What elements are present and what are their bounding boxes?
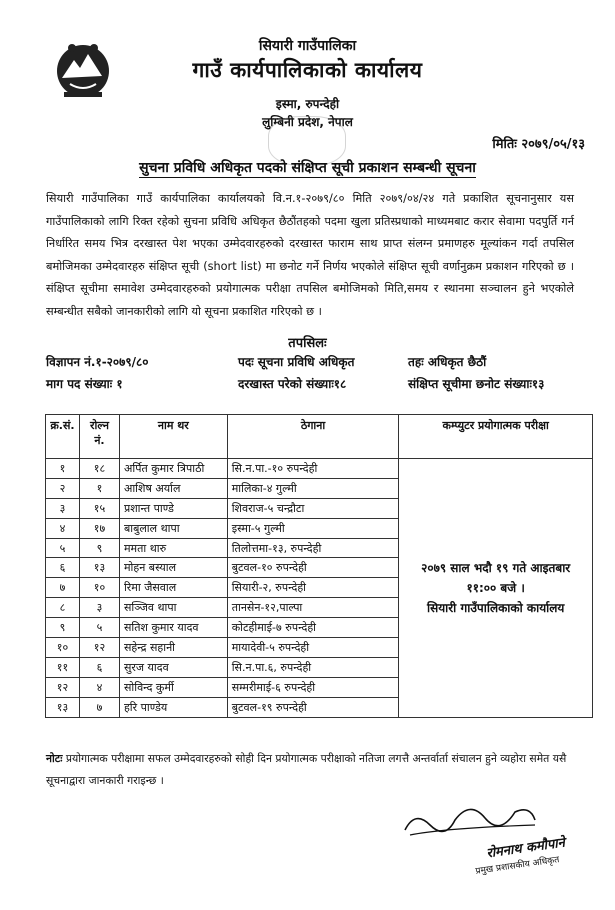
table-header-row: [46, 415, 593, 459]
roll-cell: ५: [79, 618, 119, 638]
name-cell: ममता थारु: [119, 538, 227, 558]
address-cell: इस्मा-५ गुल्मी: [227, 518, 399, 538]
name-cell: सोविन्द कुर्मी: [119, 677, 227, 697]
roll-cell: १५: [79, 498, 119, 518]
address-cell: सि.न.पा.-१० रुपन्देही: [227, 459, 399, 479]
exam-schedule-cell: [399, 459, 593, 718]
address-cell: मालिका-४ गुल्मी: [227, 478, 399, 498]
roll-cell: १२: [79, 638, 119, 658]
serial-cell: ६: [46, 558, 80, 578]
note-label: नोटः: [46, 752, 63, 765]
serial-cell: ५: [46, 538, 80, 558]
name-cell: सञ्जिव थापा: [119, 598, 227, 618]
name-cell: प्रशान्त पाण्डे: [119, 498, 227, 518]
post-name: पदः सूचना प्रविधि अधिकृत: [238, 355, 355, 369]
roll-cell: १: [79, 478, 119, 498]
serial-cell: ७: [46, 578, 80, 598]
section-heading: तपसिलः: [288, 336, 327, 351]
roll-cell: ७: [79, 697, 119, 717]
address-cell: सम्मरीमाई-६ रुपन्देही: [227, 677, 399, 697]
header-serial: क्र.सं.: [46, 415, 80, 459]
exam-venue: सियारी गाउँपालिकाको कार्यालय: [426, 600, 565, 615]
serial-cell: १०: [46, 638, 80, 658]
name-cell: अर्पित कुमार त्रिपाठी: [119, 459, 227, 479]
header-address: ठेगाना: [227, 415, 399, 459]
signer-name: रोमनाथ कमौपाने: [485, 835, 566, 862]
table-row: [46, 459, 593, 479]
address-cell: बुटवल-१९ रुपन्देही: [227, 697, 399, 717]
address-cell: शिवराज-५ चन्द्रौटा: [227, 498, 399, 518]
applied-count: दरखास्त परेको संख्याः१८: [238, 377, 347, 391]
name-cell: सुरज यादव: [119, 657, 227, 677]
serial-cell: १३: [46, 697, 80, 717]
header-roll: रोल्न नं.: [79, 415, 119, 459]
address-cell: सि.न.पा.६, रुपन्देही: [227, 657, 399, 677]
roll-cell: १७: [79, 518, 119, 538]
demand-count: माग पद संख्याः १: [46, 377, 123, 391]
serial-cell: ८: [46, 598, 80, 618]
shortlist-table: [45, 414, 593, 718]
signer-title: प्रमुख प्रशासकीय अधिकृत: [474, 855, 560, 877]
office-name: सियारी गाउँपालिका: [258, 38, 357, 54]
notice-title-text: सुचना प्रविधि अधिकृत पदको संक्षिप्त सूची प्रकाशन सम्बन्धी सूचना: [139, 160, 476, 176]
name-cell: रिमा जैसवाल: [119, 578, 227, 598]
name-cell: आशिष अर्याल: [119, 478, 227, 498]
name-cell: हरि पाण्डेय: [119, 697, 227, 717]
serial-cell: ११: [46, 657, 80, 677]
address-line-2: लुम्बिनी प्रदेश, नेपाल: [262, 115, 353, 129]
header-name: नाम थर: [119, 415, 227, 459]
address-line-1: इस्मा, रुपन्देही: [275, 97, 340, 111]
ad-number: विज्ञापन नं.१-२०७९/८०: [46, 355, 149, 369]
roll-cell: ४: [79, 677, 119, 697]
roll-cell: १०: [79, 578, 119, 598]
note: [46, 748, 576, 792]
roll-cell: ९: [79, 538, 119, 558]
serial-cell: ९: [46, 618, 80, 638]
shortlisted-count: संक्षिप्त सूचीमा छनोट संख्याः१३: [408, 377, 545, 391]
address-cell: सियारी-२, रुपन्देही: [227, 578, 399, 598]
serial-cell: २: [46, 478, 80, 498]
address-cell: कोटहीमाई-७ रुपन्देही: [227, 618, 399, 638]
name-cell: बाबुलाल थापा: [119, 518, 227, 538]
notice-title: [0, 158, 615, 177]
address-cell: मायादेवी-५ रुपन्देही: [227, 638, 399, 658]
note-text: प्रयोगात्मक परीक्षामा सफल उम्मेदवारहरुको सोही दिन प्रयोगात्मक परीक्षाको नतिजा लगत्तै अन्तर्वार्ता संचालन हुने व्यहोरा समेत यसै सूचनाद्वारा जानकारी गराइन्छ ।: [46, 752, 567, 787]
post-level: तहः अधिकृत छैठौं: [408, 355, 487, 369]
serial-cell: १: [46, 459, 80, 479]
exam-date: २०७९ साल भदौ १९ गते आइतबार: [421, 560, 571, 575]
notice-date: मितिः २०७९/०५/१३: [492, 137, 585, 152]
address-cell: बुटवल-१० रुपन्देही: [227, 558, 399, 578]
name-cell: मोहन बस्याल: [119, 558, 227, 578]
header-exam: कम्प्युटर प्रयोगात्मक परीक्षा: [399, 415, 593, 459]
roll-cell: ३: [79, 598, 119, 618]
exam-time: ११:०० बजे ।: [466, 580, 525, 595]
address-cell: तानसेन-१२,पाल्पा: [227, 598, 399, 618]
notice-body: सियारी गाउँपालिका गाउँ कार्यपालिका कार्यालयको वि.न.१-२०७९/८० मिति २०७९/०४/२४ गते प्रकाशित सूचनानुसार यस गाउँपालिकाको लागि रिक्त रहेको सुचना प्रविधि अधिकृत छैठौंतहको पदमा खुला प्रतिस्प्रधाको माध्यमबाट करार सेवामा पदपुर्ति गर्न निर्धारित समय भित्र दरखास्त पेश भएका उम्मेदवारहरुको दरखास्त फाराम साथ प्राप्त संलग्न प्रमाणहरु मूल्यांकन गर्दा तपसिल बमोजिमका उम्मेदवारहरु संक्षिप्त सूची (short list) मा छनोट गर्ने निर्णय भएकोले संक्षिप्त सूची वर्णानुक्रम प्रकाशन गरिएको छ । संक्षिप्त सूचीमा समावेश उम्मेदवारहरुको प्रयोगात्मक परीक्षा तपसिल बमोजिमको मिति,समय र स्थानमा सञ्चालन हुने भएकोले सम्बन्धीत सबैको जानकारीको लागि यो सूचना प्रकाशित गरिएको छ ।: [46, 192, 574, 318]
serial-cell: ४: [46, 518, 80, 538]
roll-cell: १३: [79, 558, 119, 578]
name-cell: सहेन्द्र सहानी: [119, 638, 227, 658]
roll-cell: १८: [79, 459, 119, 479]
serial-cell: १२: [46, 677, 80, 697]
serial-cell: ३: [46, 498, 80, 518]
name-cell: सतिश कुमार यादव: [119, 618, 227, 638]
address-cell: तिलोत्तमा-१३, रुपन्देही: [227, 538, 399, 558]
roll-cell: ६: [79, 657, 119, 677]
office-title: गाउँ कार्यपालिकाको कार्यालय: [192, 58, 423, 82]
